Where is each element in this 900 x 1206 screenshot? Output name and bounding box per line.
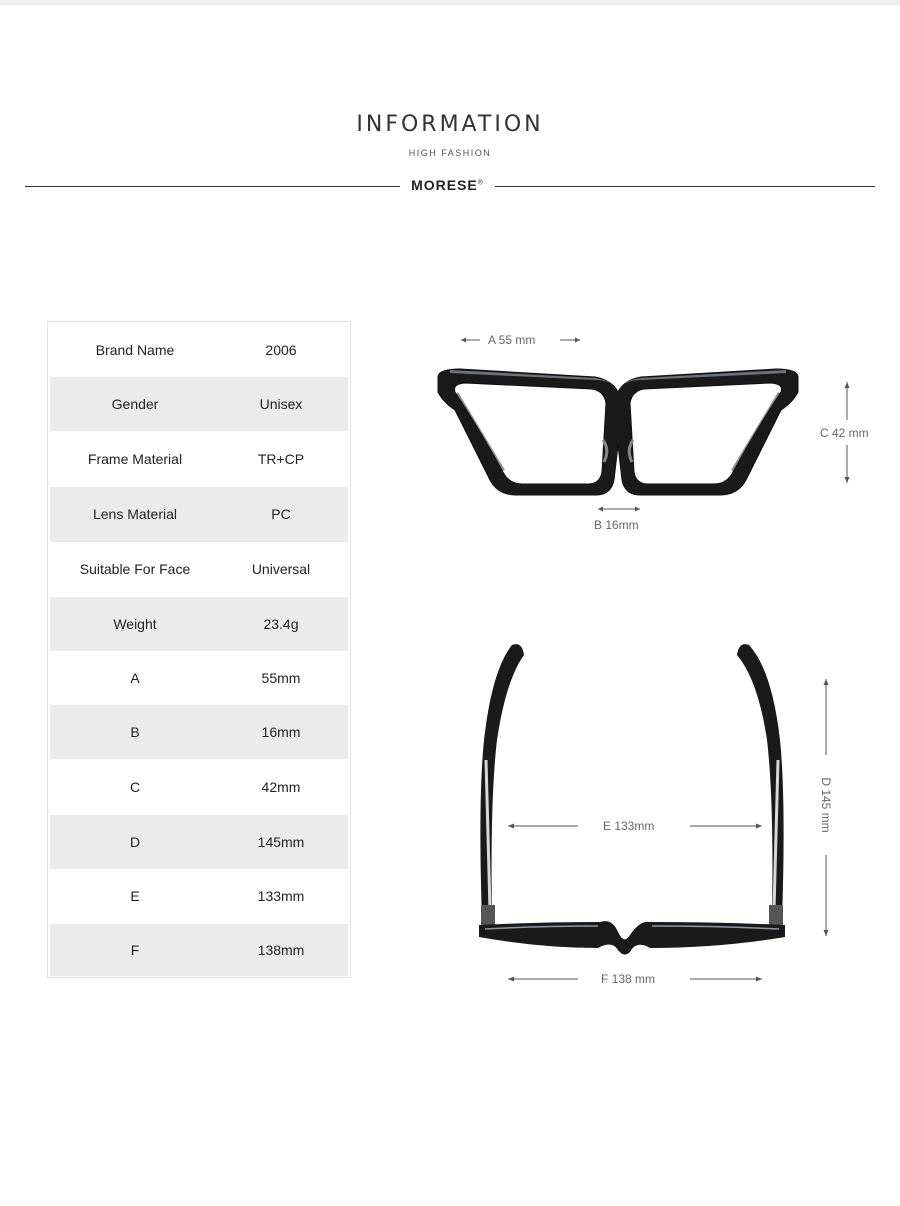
spec-value: PC [271, 506, 291, 522]
dimension-c-label: C 42 mm [820, 426, 869, 440]
spec-label: Gender [111, 396, 159, 412]
spec-value: 138mm [257, 942, 305, 958]
spec-label: E [130, 888, 140, 904]
spec-label: F [130, 942, 140, 958]
dimension-e-label: E 133mm [603, 819, 655, 833]
spec-value: 23.4g [263, 616, 299, 632]
page-subtitle: HIGH FASHION [408, 148, 492, 158]
spec-label: Suitable For Face [79, 561, 191, 577]
spec-label: Weight [113, 616, 157, 632]
page-title: INFORMATION [356, 112, 544, 137]
spec-label: A [130, 670, 140, 686]
spec-label: Frame Material [87, 451, 183, 467]
dimension-f-label: F 138 mm [601, 972, 656, 986]
spec-value: Universal [251, 561, 311, 577]
spec-label: C [129, 779, 141, 795]
spec-label: B [130, 724, 140, 740]
dimension-d-label: D 145 mm [819, 777, 833, 833]
spec-value: 2006 [265, 342, 297, 358]
spec-value: 42mm [261, 779, 301, 795]
glasses-top-view [479, 644, 785, 954]
spec-value: 55mm [261, 670, 301, 686]
spec-value: Unisex [259, 396, 303, 412]
right-hinge [769, 905, 783, 927]
brand-logo: MORESE® [411, 177, 484, 193]
front-frame-top [479, 921, 785, 954]
front-frame [438, 369, 798, 495]
spec-value: TR+CP [257, 451, 305, 467]
spec-label: Brand Name [95, 342, 175, 358]
dimension-a-label: A 55 mm [488, 333, 536, 347]
left-hinge [481, 905, 495, 927]
spec-value: 133mm [257, 888, 305, 904]
spec-value: 16mm [261, 724, 301, 740]
spec-label: Lens Material [92, 506, 178, 522]
dimension-b-label: B 16mm [594, 518, 639, 532]
glasses-front-view [438, 369, 798, 495]
spec-label: D [129, 834, 141, 850]
spec-value: 145mm [257, 834, 305, 850]
dimension-b-arrows [598, 507, 640, 512]
